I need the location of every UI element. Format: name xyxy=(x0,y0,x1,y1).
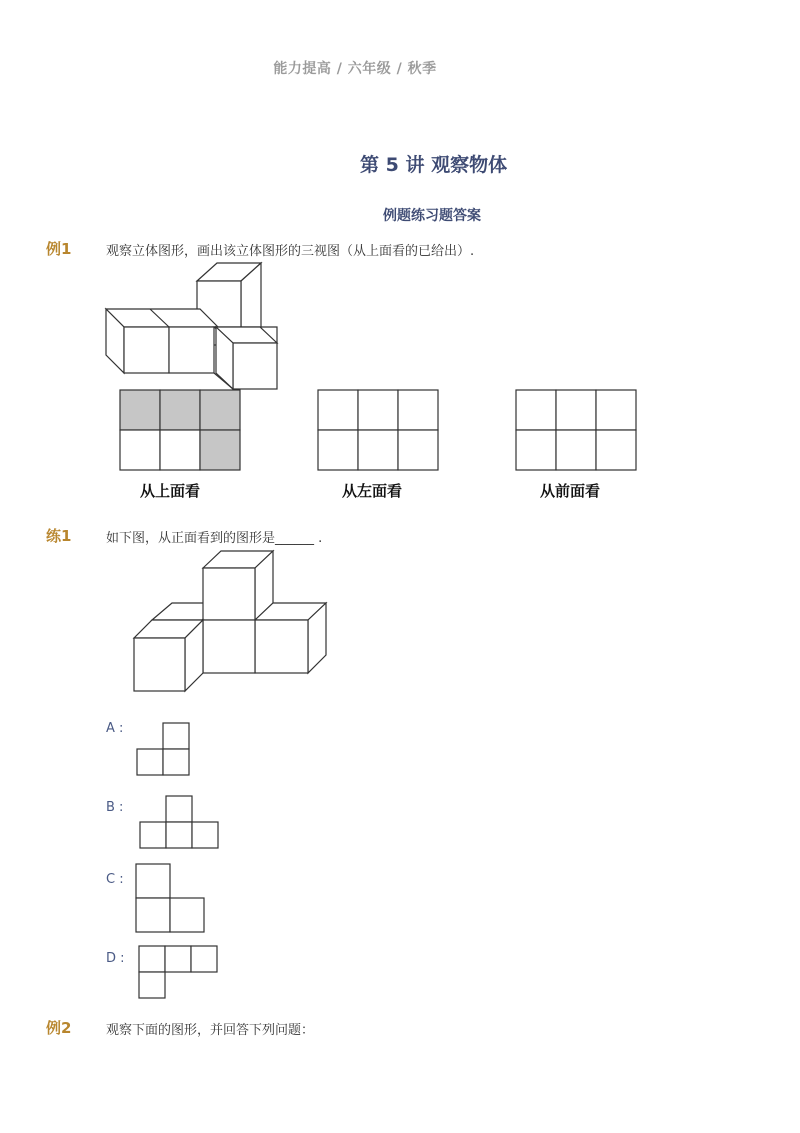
view-front-caption: 从前面看 xyxy=(540,482,601,500)
view-top-caption: 从上面看 xyxy=(140,482,201,500)
option-c-label: C : xyxy=(106,872,124,887)
option-d-label: D : xyxy=(106,951,125,966)
lesson-subtitle: 例题练习题答案 xyxy=(383,208,481,224)
practice1-tag: 练1 xyxy=(46,527,72,545)
example2-question: 观察下面的图形，并回答下列问题： xyxy=(106,1023,315,1038)
option-a-figure[interactable] xyxy=(137,723,193,777)
breadcrumb: 能力提高 / 六年级 / 秋季 xyxy=(273,61,437,77)
option-a-label: A : xyxy=(106,721,124,736)
option-b-figure[interactable] xyxy=(140,796,222,850)
lesson-title: 第 5 讲 观察物体 xyxy=(360,154,508,176)
option-b-label: B : xyxy=(106,800,124,815)
option-c-figure[interactable] xyxy=(136,864,206,934)
example2-tag: 例2 xyxy=(46,1019,72,1037)
example1-tag: 例1 xyxy=(46,240,72,258)
option-d-figure[interactable] xyxy=(139,946,221,1002)
practice1-question: 如下图，从正面看到的图形是______ . xyxy=(106,531,323,546)
example1-question: 观察立体图形，画出该立体图形的三视图（从上面看的已给出）. xyxy=(106,244,475,259)
view-left-caption: 从左面看 xyxy=(342,482,403,500)
